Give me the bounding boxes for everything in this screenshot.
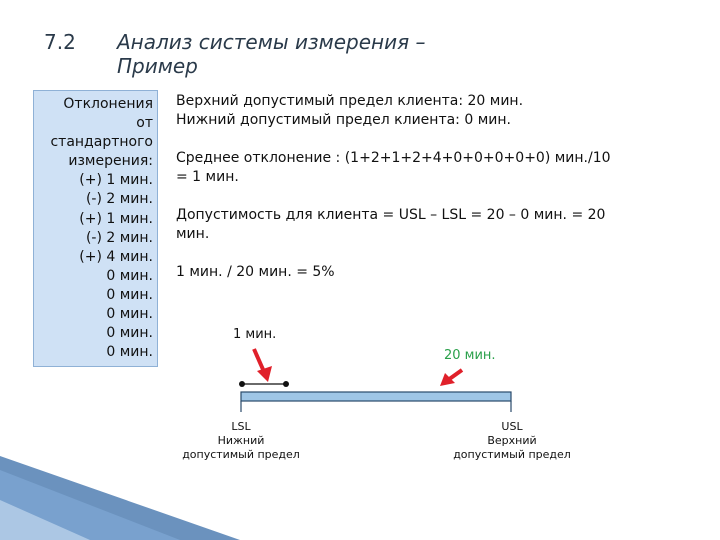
lsl-line-3: допустимый предел — [182, 448, 300, 461]
deviation-value: (-) 2 мин. — [85, 191, 153, 208]
deviation-value: (+) 4 мин. — [79, 248, 153, 265]
tolerance-text-line-2: мин. — [176, 226, 210, 242]
lsl-code: LSL — [231, 420, 251, 433]
lsl-label — [172, 420, 310, 462]
lower-limit-text: Нижний допустимый предел клиента: 0 мин. — [176, 112, 511, 128]
ratio-text: 1 мин. / 20 мин. = 5% — [176, 264, 335, 280]
deviations-line: от — [136, 115, 153, 132]
usl-line-3: допустимый предел — [453, 448, 571, 461]
segment-end-dot — [283, 381, 289, 387]
average-text-line-1: Среднее отклонение : (1+2+1+2+4+0+0+0+0+0) мин./10 — [176, 150, 611, 166]
deviations-line: измерения: — [68, 153, 153, 170]
title-line-2: Пример — [117, 54, 198, 78]
lsl-line-2: Нижний — [217, 434, 265, 447]
deviation-value: (+) 1 мин. — [79, 210, 153, 227]
upper-limit-text: Верхний допустимый предел клиента: 20 мин. — [176, 93, 524, 109]
deviation-value: 0 мин. — [106, 325, 153, 342]
section-number: 7.2 — [44, 30, 76, 54]
tolerance-bar — [241, 392, 511, 401]
usl-label — [442, 420, 582, 462]
deviations-line: Отклонения — [63, 96, 153, 112]
deviation-value: 0 мин. — [106, 267, 153, 284]
deviation-value: 0 мин. — [106, 286, 153, 303]
usl-line-2: Верхний — [487, 434, 537, 447]
one-minute-label: 1 мин. — [233, 327, 277, 342]
tolerance-text-line-1: Допустимость для клиента = USL – LSL = 20 – 0 мин. = 20 — [176, 207, 606, 223]
deviations-line: стандартного — [50, 134, 153, 151]
average-text-line-2: = 1 мин. — [176, 169, 239, 185]
title-line-1: Анализ системы измерения – — [117, 30, 426, 54]
deviation-value: (-) 2 мин. — [85, 229, 153, 246]
segment-start-dot — [239, 381, 245, 387]
usl-code: USL — [501, 420, 523, 433]
deviation-value: (+) 1 мин. — [79, 172, 153, 189]
deviation-value: 0 мин. — [106, 306, 153, 323]
twenty-minute-label: 20 мин. — [444, 348, 496, 363]
deviation-value: 0 мин. — [106, 344, 153, 361]
